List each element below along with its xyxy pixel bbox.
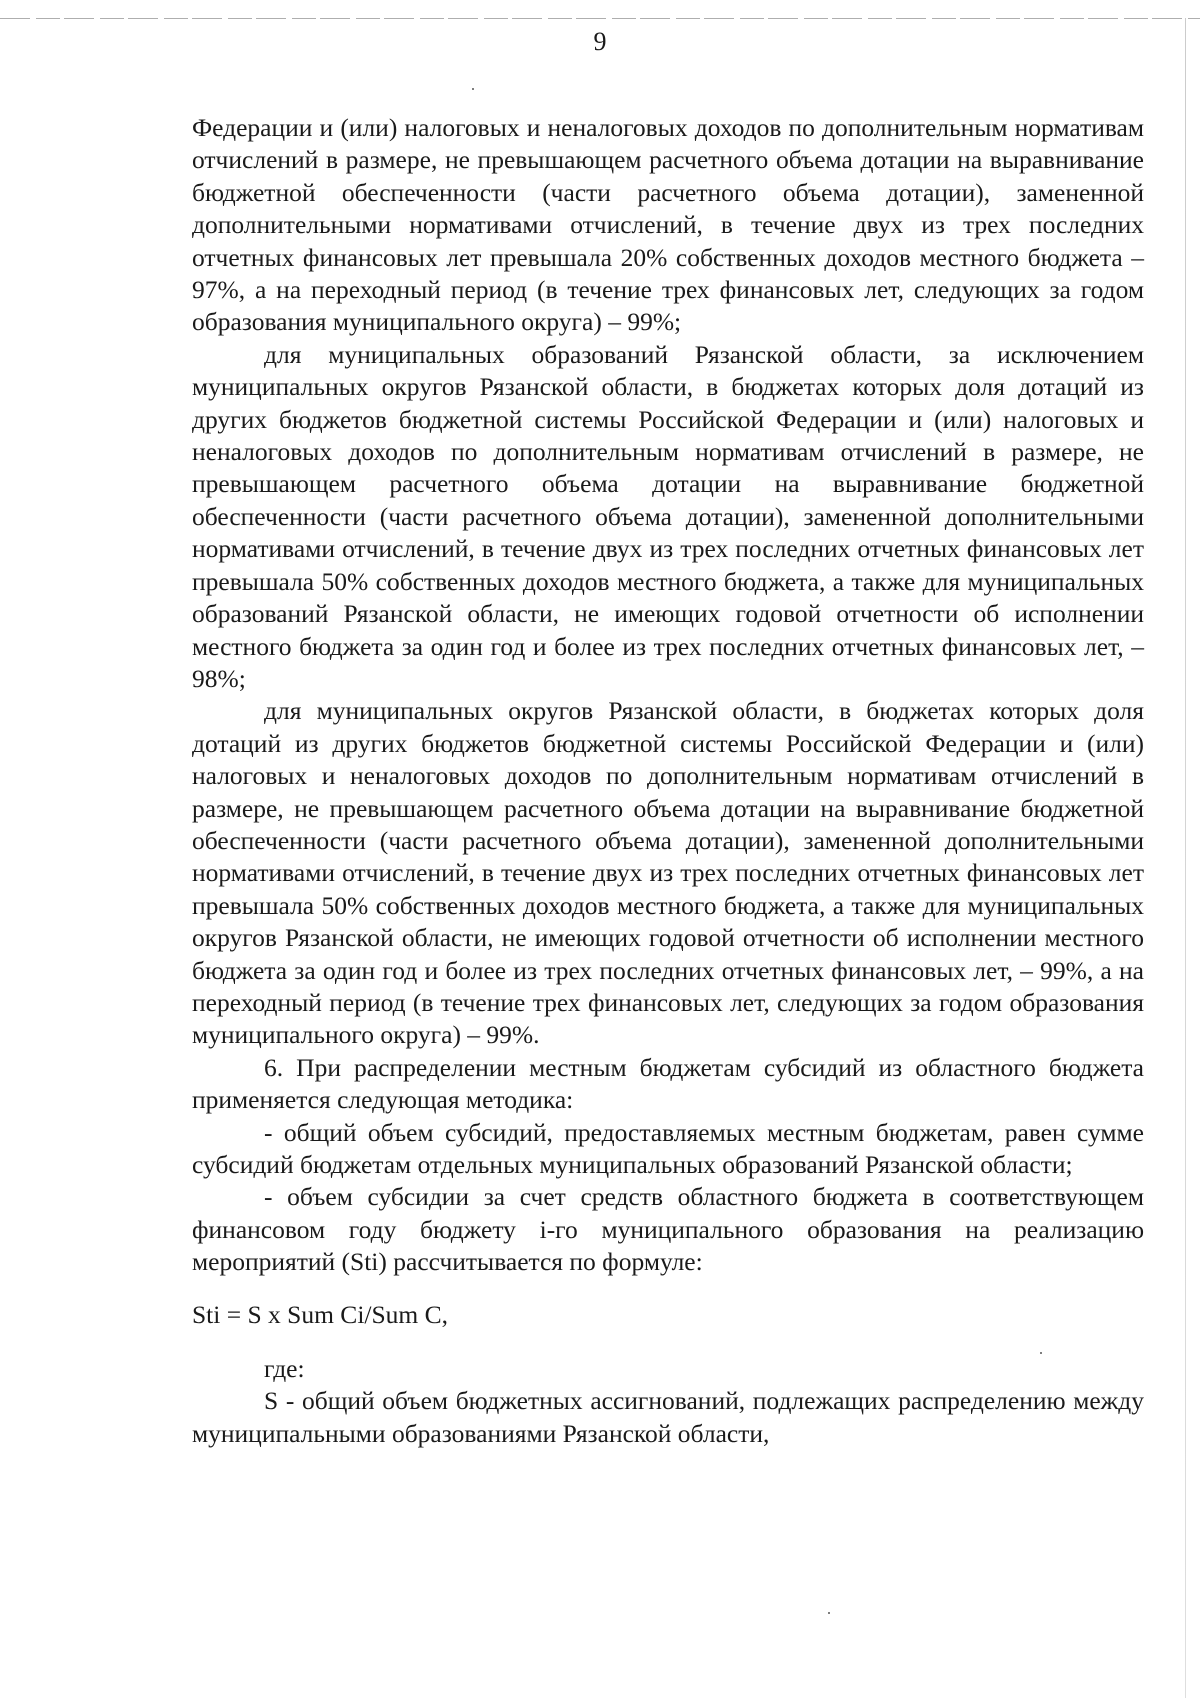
scan-speck xyxy=(828,1612,830,1614)
paragraph-subsidy-volume: - объем субсидии за счет средств областного бюджета в соответствующем финансовом году бюджету i-го муниципального образования на реализацию мероприятий (Sti) рассчитывается по формуле: xyxy=(192,1182,1144,1277)
where-label: где: xyxy=(264,1354,305,1384)
scan-speck xyxy=(472,88,474,90)
definition-s: S - общий объем бюджетных ассигнований, подлежащих распределению между муниципальными образованиями Рязанской области, xyxy=(192,1386,1144,1448)
scan-right-edge xyxy=(1185,18,1186,1698)
scan-top-edge xyxy=(0,18,1200,19)
page-number: 9 xyxy=(593,27,607,56)
paragraph-municipal-formations: для муниципальных образований Рязанской области, за исключением муниципальных округов Рязанской области, в бюджетах которых доля дотаций из других бюджетов бюджетной системы Российской Федерации и (или) налоговых и неналоговых доходов по дополнительным нормативам отчислений в размере, не превышающем расчетного объема дотации на выравнивание бюджетной обеспеченности (части расчетного объема дотации), замененной дополнительными нормативами отчислений, в течение двух из трех последних отчетных финансовых лет превышала 50% собственных доходов местного бюджета, а также для муниципальных образований Рязанской области, не имеющих годовой отчетности об исполнении местного бюджета за один год и более из трех последних отчетных финансовых лет, – 98%; xyxy=(192,339,1144,693)
paragraph-section-6: 6. При распределении местным бюджетам субсидий из областного бюджета применяется следующая методика: xyxy=(192,1052,1144,1115)
document-body xyxy=(192,112,1144,1450)
paragraph-continuation: Федерации и (или) налоговых и неналоговых доходов по дополнительным нормативам отчислений в размере, не превышающем расчетного объема дотации на выравнивание бюджетной обеспеченности (части расчетного объема дотации), замененной дополнительными нормативами отчислений, в течение двух из трех последних отчетных финансовых лет превышала 20% собственных доходов местного бюджета – 97%, а на переходный период (в течение трех финансовых лет, следующих за годом образования муниципального округа) – 99%; xyxy=(192,113,1144,337)
formula: Sti = S x Sum Ci/Sum C, xyxy=(192,1299,449,1329)
paragraph-municipal-districts: для муниципальных округов Рязанской области, в бюджетах которых доля дотаций из других бюджетов бюджетной системы Российской Федерации и (или) налоговых и неналоговых доходов по дополнительным нормативам отчислений в размере, не превышающем расчетного объема дотации на выравнивание бюджетной обеспеченности (части расчетного объема дотации), замененной дополнительными нормативами отчислений, в течение двух из трех последних отчетных финансовых лет превышала 50% собственных доходов местного бюджета, а также для муниципальных округов Рязанской области, не имеющих годовой отчетности об исполнении местного бюджета за один год и более из трех последних отчетных финансовых лет, – 99%, а на переходный период (в течение трех финансовых лет, следующих за годом образования муниципального округа) – 99%. xyxy=(192,696,1144,1050)
paragraph-total-subsidies: - общий объем субсидий, предоставляемых местным бюджетам, равен сумме субсидий бюджетам отдельных муниципальных образований Рязанской области; xyxy=(192,1117,1144,1179)
